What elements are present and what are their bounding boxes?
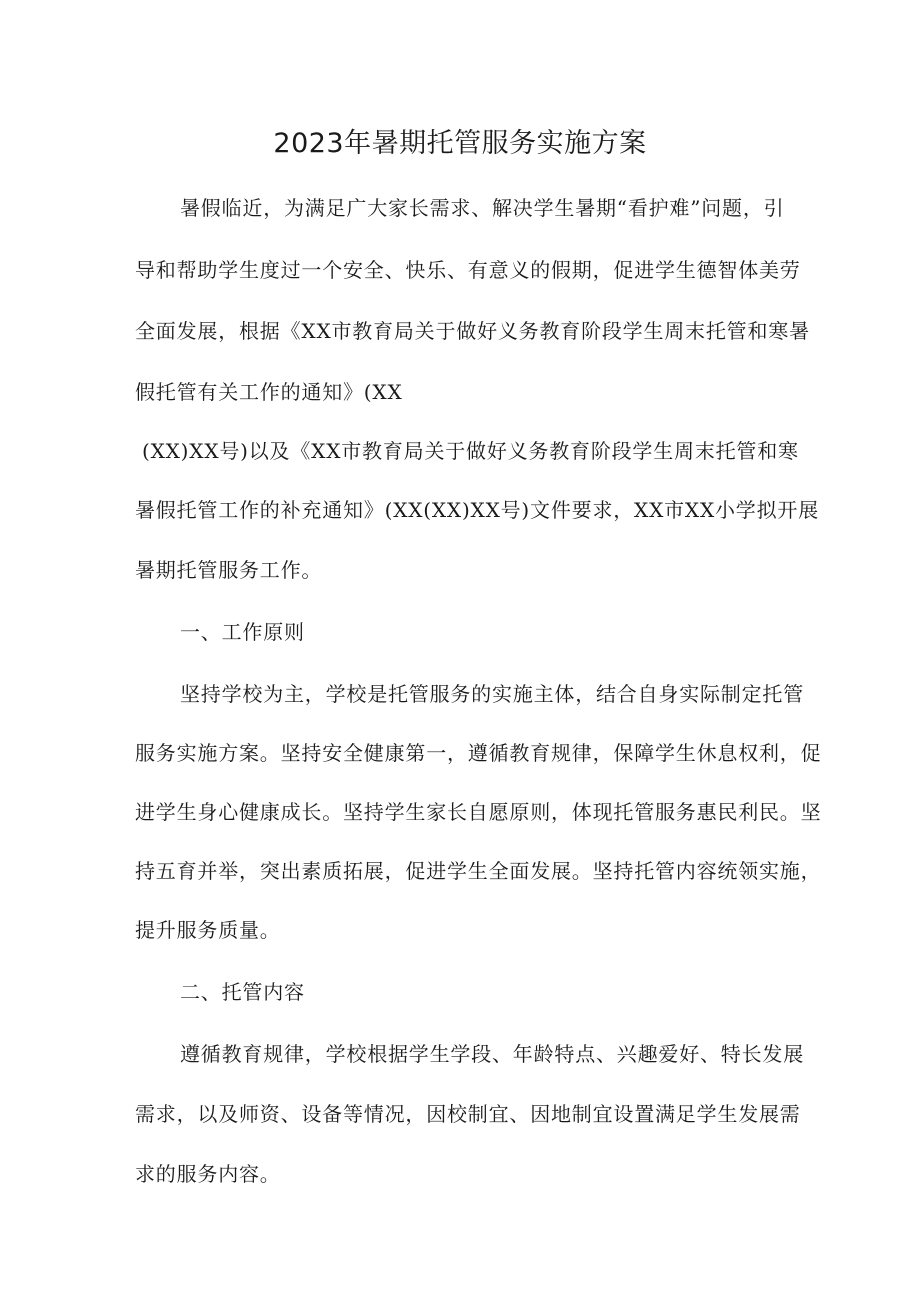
section-heading-1: 一、工作原则: [180, 620, 305, 644]
paragraph-1-line-3: 全面发展，根据《XX市教育局关于做好义务教育阶段学生周末托管和寒暑: [135, 319, 810, 343]
paragraph-1-line-2: 导和帮助学生度过一个安全、快乐、有意义的假期，促进学生德智体美劳: [135, 258, 801, 282]
section-heading-2: 二、托管内容: [180, 980, 305, 1004]
paragraph-1-line-7: 暑期托管服务工作。: [135, 558, 323, 582]
paragraph-3-line-2: 需求，以及师资、设备等情况，因校制宜、因地制宜设置满足学生发展需: [135, 1102, 801, 1126]
paragraph-2-line-5: 提升服务质量。: [135, 918, 281, 942]
paragraph-3-line-1: 遵循教育规律，学校根据学生学段、年龄特点、兴趣爱好、特长发展: [180, 1042, 804, 1066]
paragraph-2-line-3: 进学生身心健康成长。坚持学生家长自愿原则，体现托管服务惠民利民。坚: [135, 800, 822, 824]
paragraph-1-line-6: 暑假托管工作的补充通知》(XX(XX)XX号)文件要求，XX市XX小学拟开展: [135, 498, 819, 522]
paragraph-2-line-2: 服务实施方案。坚持安全健康第一，遵循教育规律，保障学生休息权利，促: [135, 741, 822, 765]
paragraph-1-line-4: 假托管有关工作的通知》(XX: [135, 380, 403, 404]
paragraph-3-line-3: 求的服务内容。: [135, 1162, 281, 1186]
paragraph-1-line-1: 暑假临近，为满足广大家长需求、解决学生暑期“看护难”问题，引: [180, 196, 785, 220]
document-title: 2023年暑期托管服务实施方案: [273, 128, 647, 159]
paragraph-2-line-4: 持五育并举，突出素质拓展，促进学生全面发展。坚持托管内容统领实施，: [135, 859, 822, 883]
paragraph-1-line-5: (XX)XX号)以及《XX市教育局关于做好义务教育阶段学生周末托管和寒: [142, 439, 799, 463]
paragraph-2-line-1: 坚持学校为主，学校是托管服务的实施主体，结合自身实际制定托管: [180, 682, 804, 706]
